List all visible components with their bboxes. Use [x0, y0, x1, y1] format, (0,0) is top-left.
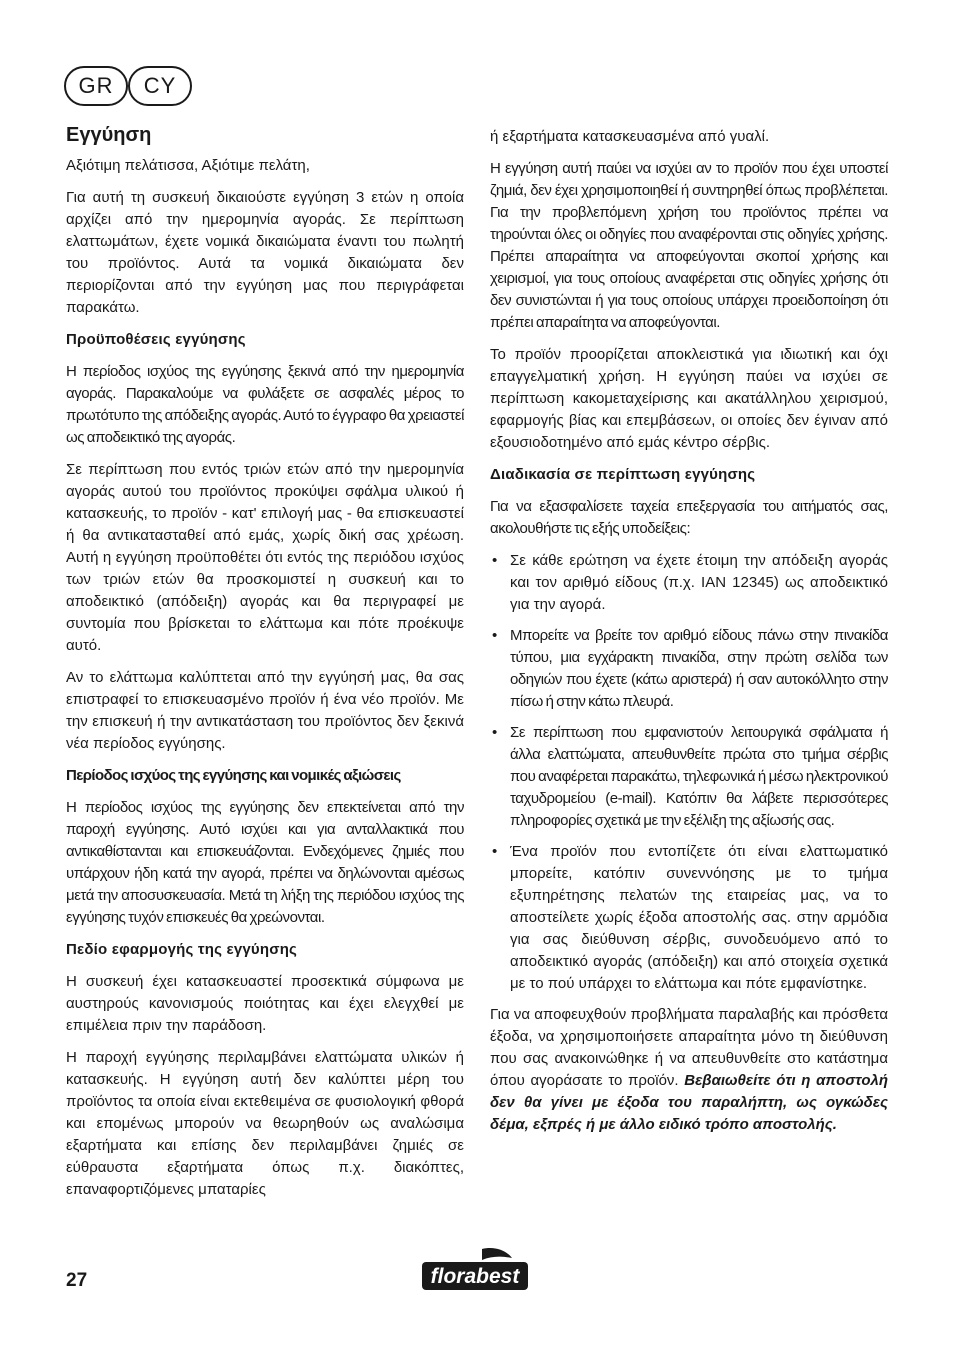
heading-warranty-scope: Πεδίο εφαρμογής της εγγύησης — [66, 941, 298, 958]
shipping-paragraph — [490, 1004, 888, 1136]
bullet-icon: • — [492, 843, 498, 860]
page-number: 27 — [66, 1270, 88, 1291]
bullet-icon: • — [492, 627, 498, 644]
conditions-paragraph-1: Η περίοδος ισχύος της εγγύησης ξεκινά από την ημερομηνία αγοράς. Παρακαλούμε να φυλάξετε σε ασφαλές μέρος το πρωτότυπο της απόδειξης αγοράς. Αυτό το έγγραφο θα χρειαστεί ως αποδεικτικό της αγοράς. — [66, 363, 464, 446]
conditions-paragraph-2: Σε περίπτωση που εντός τριών ετών από την ημερομηνία αγοράς αυτού του προϊόντος προκύψει σφάλμα υλικού ή κατασκευής, το προϊόν - κατ' επιλογή μας - θα επισκευαστεί ή θα αντικατασταθεί από εμάς, χωρίς δική σας χρέωση. Αυτή η εγγύηση προϋποθέτει ότι εντός της περιόδου ισχύος των τριών ετών θα προσκομιστεί η συσκευή και το αποδεικτικό (απόδειξη) αγοράς και θα περιγραφεί με συντομία που βρίσκεται το ελάττωμα και πότε προέκυψε αυτό. — [66, 461, 464, 654]
list-item-text: Μπορείτε να βρείτε τον αριθμό είδους πάνω στην πινακίδα τύπου, μια εγχάρακτη πινακίδα, στην πρώτη σελίδα των οδηγιών που έχετε (κάτω αριστερά) ή σαν αυτοκόλλητο στην πίσω ή στην κάτω πλευρά. — [510, 627, 888, 710]
conditions-paragraph-3: Αν το ελάττωμα καλύπτεται από την εγγύησή μας, θα σας επιστραφεί το επισκευασμένο προϊόν ή ένα νέο προϊόν. Με την επισκευή ή την αντικατάσταση του προϊόντος δεν ξεκινά νέα περίοδος εγγύησης. — [66, 669, 464, 752]
list-item-text: Σε περίπτωση που εμφανιστούν λειτουργικά σφάλματα ή άλλα ελαττώματα, απευθυνθείτε πρώτα στο τμήμα σέρβις που αναφέρεται παρακάτω, τηλεφωνικά ή μέσω ηλεκτρονικού ταχυδρομείου (e-mail). Κατόπιν θα λάβετε περισσότερες πληροφορίες σχετικά με την εξέλιξη της αξίωσής σας. — [510, 724, 888, 829]
list-item — [490, 841, 888, 995]
scope-paragraph-1: Η συσκευή έχει κατασκευαστεί προσεκτικά σύμφωνα με αυστηρούς κανονισμούς ποιότητας και έχει ελεγχθεί με επιμέλεια πριν την παράδοση. — [66, 973, 464, 1034]
heading-warranty-period: Περίοδος ισχύος της εγγύησης και νομικές αξιώσεις — [66, 767, 401, 784]
page-title: Εγγύηση — [66, 124, 152, 146]
exclusions-paragraph: Η εγγύηση αυτή παύει να ισχύει αν το προϊόν που έχει υποστεί ζημιά, δεν έχει χρησιμοποιηθεί ή συντηρηθεί όπως προβλέπεται. Για την προβλεπόμενη χρήση του προϊόντος πρέπει να τηρούνται όλες οι οδηγίες που αναφέρονται στις οδηγίες χρήσης. Πρέπει απαραίτητα να αποφεύγονται σκοποί χρήσης και χειρισμοί, για τους οποίους αναφέρεται στις οδηγίες χρήσης ότι δεν συνιστώνται ή για τους οποίους υπάρχει προειδοποίηση ότι πρέπει απαραίτητα να αποφεύγονται. — [490, 160, 888, 331]
left-column — [66, 124, 464, 1211]
right-column — [490, 126, 888, 1146]
shipping-text: Για να αποφευχθούν προβλήματα παραλαβής και πρόσθετα έξοδα, να χρησιμοποιήσετε απαραίτητα μόνο τη διεύθυνση που σας ανακοινώθηκε ή να απευθυνθείτε στο κατάστημα όπου αγοράσατε το προϊόν. — [490, 1006, 888, 1089]
list-item-text: Ένα προϊόν που εντοπίζετε ότι είναι ελαττωματικό μπορείτε, κατόπιν συνεννόησης με το τμήμα εξυπηρέτησης πελατών της εταιρείας μας, να το αποστείλετε χωρίς έξοδα αποστολής σας. στην αρμόδια για σας διεύθυνση σέρβις, συνοδευόμενο από το αποδεικτικό αγοράς (απόδειξη) και από στοιχεία σχετικά με το πού υπάρχει το ελάττωμα και πότε εμφανίστηκε. — [510, 843, 888, 992]
shipping-warning: Βεβαιωθείτε ότι η αποστολή δεν θα γίνει με έξοδα του παραλήπτη, ως ογκώδες δέμα, εξπρές ή με άλλο ειδικό τρόπο αποστολής. — [490, 1072, 888, 1133]
leaf-icon — [482, 1248, 512, 1260]
badge-cy: CY — [128, 66, 192, 106]
bullet-icon: • — [492, 724, 498, 741]
list-item — [490, 625, 888, 713]
list-item-text: Σε κάθε ερώτηση να έχετε έτοιμη την απόδειξη αγοράς και τον αριθμό είδους (π.χ. IAN 12345) ως αποδεικτικό για την αγορά. — [510, 552, 888, 613]
badge-gr: GR — [64, 66, 128, 106]
period-paragraph: Η περίοδος ισχύος της εγγύησης δεν επεκτείνεται από την παροχή εγγύησης. Αυτό ισχύει και για ανταλλακτικά που αντικαθίστανται και επισκευάζονται. Ενδεχόμενες ζημιές που υπάρχουν ήδη κατά την αγορά, πρέπει να δηλώνονται αμέσως μετά την αποσυσκευασία. Μετά τη λήξη της περιόδου ισχύος της εγγύησης τυχόν επισκευές θα χρεώνονται. — [66, 799, 464, 926]
list-item — [490, 722, 888, 832]
heading-warranty-procedure: Διαδικασία σε περίπτωση εγγύησης — [490, 466, 756, 483]
logo-text: florabest — [430, 1265, 520, 1288]
private-use-paragraph: Το προϊόν προορίζεται αποκλειστικά για ιδιωτική και όχι επαγγελματική χρήση. Η εγγύηση παύει να ισχύει σε περίπτωση κακομεταχείρισης και ακατάλληλου χειρισμού, εφαρμογής βίας και επεμβάσεων, οι οποίες δεν έγιναν από εξουσιοδοτημένο από εμάς κέντρο σέρβις. — [490, 346, 888, 451]
florabest-logo — [420, 1246, 530, 1292]
bullet-icon: • — [492, 552, 498, 569]
procedure-intro: Για να εξασφαλίσετε ταχεία επεξεργασία του αιτήματός σας, ακολουθήστε τις εξής υποδείξεις: — [490, 498, 888, 537]
scope-continuation: ή εξαρτήματα κατασκευασμένα από γυαλί. — [490, 128, 770, 145]
heading-warranty-conditions: Προϋποθέσεις εγγύησης — [66, 331, 246, 348]
greeting: Αξιότιμη πελάτισσα, Αξιότιμε πελάτη, — [66, 157, 310, 174]
intro-paragraph: Για αυτή τη συσκευή δικαιούστε εγγύηση 3 ετών η οποία αρχίζει από την ημερομηνία αγοράς. Σε περίπτωση ελαττωμάτων, έχετε νομικά δικαιώματα έναντι του πωλητή του προϊόντος. Αυτά τα νομικά δικαιώματα δεν περιορίζονται από την εγγύηση μας που περιγράφεται παρακάτω. — [66, 189, 464, 316]
list-item — [490, 550, 888, 616]
scope-paragraph-2: Η παροχή εγγύησης περιλαμβάνει ελαττώματα υλικών ή κατασκευής. Η εγγύηση αυτή δεν καλύπτει μέρη του προϊόντος τα οποία είναι εκτεθειμένα σε φυσιολογική φθορά και επομένως μπορούν να θεωρηθούν ως αναλώσιμα εξαρτήματα και επίσης δεν περιλαμβάνει ζημιές σε εύθραυστα εξαρτήματα όπως π.χ. διακόπτες, επαναφορτιζόμενες μπαταρίες — [66, 1049, 464, 1198]
procedure-list — [490, 550, 888, 995]
